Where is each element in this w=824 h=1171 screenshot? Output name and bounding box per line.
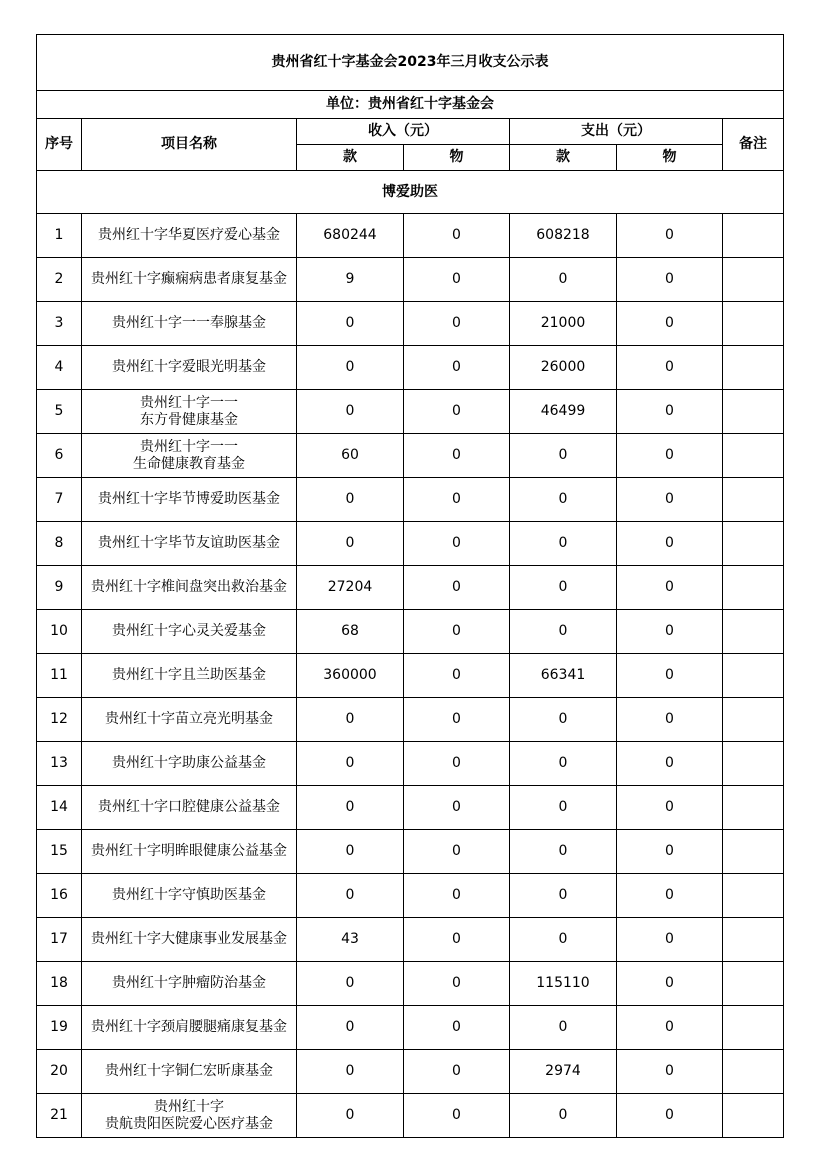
cell-income-goods: 0 xyxy=(404,918,510,962)
header-project-name: 项目名称 xyxy=(82,119,297,171)
cell-expense-goods: 0 xyxy=(617,522,723,566)
table-row xyxy=(37,258,784,302)
cell-expense-cash: 2974 xyxy=(510,1050,617,1094)
cell-note xyxy=(723,214,784,258)
cell-note xyxy=(723,302,784,346)
cell-expense-cash: 0 xyxy=(510,566,617,610)
unit-label: 单位：贵州省红十字基金会 xyxy=(37,91,784,119)
header-expense: 支出（元） xyxy=(510,119,723,145)
table-row xyxy=(37,390,784,434)
cell-income-goods: 0 xyxy=(404,1094,510,1138)
cell-expense-goods: 0 xyxy=(617,918,723,962)
cell-expense-goods: 0 xyxy=(617,214,723,258)
cell-income-cash: 0 xyxy=(297,390,404,434)
cell-expense-goods: 0 xyxy=(617,874,723,918)
cell-project-name: 贵州红十字肿瘤防治基金 xyxy=(82,962,297,1006)
cell-project-name: 贵州红十字一一 生命健康教育基金 xyxy=(82,434,297,478)
cell-seq: 21 xyxy=(37,1094,82,1138)
cell-seq: 12 xyxy=(37,698,82,742)
cell-expense-cash: 0 xyxy=(510,786,617,830)
cell-expense-goods: 0 xyxy=(617,698,723,742)
page-title: 贵州省红十字基金会2023年三月收支公示表 xyxy=(37,35,784,91)
cell-note xyxy=(723,874,784,918)
header-note: 备注 xyxy=(723,119,784,171)
cell-expense-goods: 0 xyxy=(617,786,723,830)
cell-project-name: 贵州红十字爱眼光明基金 xyxy=(82,346,297,390)
cell-expense-cash: 0 xyxy=(510,478,617,522)
table-row xyxy=(37,566,784,610)
cell-seq: 11 xyxy=(37,654,82,698)
cell-income-cash: 0 xyxy=(297,742,404,786)
cell-project-name: 贵州红十字一一奉腺基金 xyxy=(82,302,297,346)
table-row xyxy=(37,698,784,742)
cell-project-name: 贵州红十字一一 东方骨健康基金 xyxy=(82,390,297,434)
cell-note xyxy=(723,434,784,478)
section-title: 博爱助医 xyxy=(37,171,784,214)
cell-expense-cash: 0 xyxy=(510,258,617,302)
cell-income-goods: 0 xyxy=(404,610,510,654)
cell-project-name: 贵州红十字椎间盘突出救治基金 xyxy=(82,566,297,610)
table-row xyxy=(37,830,784,874)
cell-project-name: 贵州红十字助康公益基金 xyxy=(82,742,297,786)
cell-expense-goods: 0 xyxy=(617,390,723,434)
cell-seq: 15 xyxy=(37,830,82,874)
cell-expense-goods: 0 xyxy=(617,478,723,522)
cell-income-goods: 0 xyxy=(404,522,510,566)
cell-note xyxy=(723,830,784,874)
cell-expense-cash: 26000 xyxy=(510,346,617,390)
cell-seq: 3 xyxy=(37,302,82,346)
cell-expense-goods: 0 xyxy=(617,830,723,874)
cell-seq: 4 xyxy=(37,346,82,390)
cell-income-goods: 0 xyxy=(404,214,510,258)
cell-expense-cash: 608218 xyxy=(510,214,617,258)
cell-note xyxy=(723,742,784,786)
cell-income-cash: 0 xyxy=(297,830,404,874)
header-income-cash: 款 xyxy=(297,145,404,171)
cell-project-name: 贵州红十字 贵航贵阳医院爱心医疗基金 xyxy=(82,1094,297,1138)
cell-income-cash: 0 xyxy=(297,302,404,346)
table-row xyxy=(37,478,784,522)
cell-income-goods: 0 xyxy=(404,874,510,918)
table-row xyxy=(37,214,784,258)
cell-note xyxy=(723,522,784,566)
cell-note xyxy=(723,1006,784,1050)
cell-note xyxy=(723,1094,784,1138)
cell-expense-cash: 0 xyxy=(510,698,617,742)
table-row xyxy=(37,346,784,390)
cell-income-goods: 0 xyxy=(404,830,510,874)
cell-project-name: 贵州红十字华夏医疗爱心基金 xyxy=(82,214,297,258)
cell-project-name: 贵州红十字大健康事业发展基金 xyxy=(82,918,297,962)
cell-expense-goods: 0 xyxy=(617,434,723,478)
cell-income-cash: 0 xyxy=(297,522,404,566)
table-row xyxy=(37,654,784,698)
cell-income-goods: 0 xyxy=(404,478,510,522)
cell-note xyxy=(723,610,784,654)
cell-project-name: 贵州红十字癫痫病患者康复基金 xyxy=(82,258,297,302)
cell-income-cash: 27204 xyxy=(297,566,404,610)
cell-expense-cash: 0 xyxy=(510,522,617,566)
cell-note xyxy=(723,346,784,390)
cell-seq: 8 xyxy=(37,522,82,566)
header-income: 收入（元） xyxy=(297,119,510,145)
cell-note xyxy=(723,258,784,302)
cell-income-goods: 0 xyxy=(404,566,510,610)
cell-expense-cash: 0 xyxy=(510,1094,617,1138)
cell-income-goods: 0 xyxy=(404,698,510,742)
cell-income-goods: 0 xyxy=(404,390,510,434)
cell-income-cash: 0 xyxy=(297,962,404,1006)
header-income-goods: 物 xyxy=(404,145,510,171)
cell-seq: 9 xyxy=(37,566,82,610)
cell-note xyxy=(723,390,784,434)
table-row xyxy=(37,1006,784,1050)
cell-expense-goods: 0 xyxy=(617,1006,723,1050)
cell-seq: 18 xyxy=(37,962,82,1006)
cell-project-name: 贵州红十字明眸眼健康公益基金 xyxy=(82,830,297,874)
disclosure-table xyxy=(36,34,784,1138)
cell-expense-cash: 0 xyxy=(510,610,617,654)
cell-income-cash: 9 xyxy=(297,258,404,302)
cell-project-name: 贵州红十字苗立亮光明基金 xyxy=(82,698,297,742)
cell-project-name: 贵州红十字颈肩腰腿痛康复基金 xyxy=(82,1006,297,1050)
cell-note xyxy=(723,654,784,698)
cell-project-name: 贵州红十字守慎助医基金 xyxy=(82,874,297,918)
cell-seq: 2 xyxy=(37,258,82,302)
cell-project-name: 贵州红十字心灵关爱基金 xyxy=(82,610,297,654)
cell-expense-goods: 0 xyxy=(617,566,723,610)
cell-income-cash: 680244 xyxy=(297,214,404,258)
cell-project-name: 贵州红十字口腔健康公益基金 xyxy=(82,786,297,830)
cell-expense-goods: 0 xyxy=(617,302,723,346)
header-seq: 序号 xyxy=(37,119,82,171)
cell-income-goods: 0 xyxy=(404,1050,510,1094)
cell-seq: 16 xyxy=(37,874,82,918)
cell-income-goods: 0 xyxy=(404,258,510,302)
cell-expense-goods: 0 xyxy=(617,1094,723,1138)
cell-project-name: 贵州红十字毕节博爱助医基金 xyxy=(82,478,297,522)
cell-income-goods: 0 xyxy=(404,302,510,346)
cell-income-cash: 0 xyxy=(297,874,404,918)
cell-expense-cash: 66341 xyxy=(510,654,617,698)
table-row xyxy=(37,962,784,1006)
cell-expense-cash: 0 xyxy=(510,1006,617,1050)
cell-project-name: 贵州红十字且兰助医基金 xyxy=(82,654,297,698)
cell-seq: 5 xyxy=(37,390,82,434)
table-row xyxy=(37,918,784,962)
cell-expense-cash: 0 xyxy=(510,742,617,786)
cell-seq: 1 xyxy=(37,214,82,258)
cell-income-cash: 68 xyxy=(297,610,404,654)
cell-income-goods: 0 xyxy=(404,434,510,478)
cell-seq: 6 xyxy=(37,434,82,478)
cell-seq: 10 xyxy=(37,610,82,654)
cell-income-goods: 0 xyxy=(404,1006,510,1050)
cell-expense-cash: 0 xyxy=(510,874,617,918)
table-row xyxy=(37,786,784,830)
cell-seq: 7 xyxy=(37,478,82,522)
cell-note xyxy=(723,566,784,610)
cell-seq: 17 xyxy=(37,918,82,962)
cell-seq: 13 xyxy=(37,742,82,786)
cell-expense-cash: 46499 xyxy=(510,390,617,434)
cell-note xyxy=(723,698,784,742)
header-expense-goods: 物 xyxy=(617,145,723,171)
cell-income-cash: 0 xyxy=(297,786,404,830)
cell-income-goods: 0 xyxy=(404,962,510,1006)
cell-income-goods: 0 xyxy=(404,742,510,786)
cell-seq: 14 xyxy=(37,786,82,830)
cell-income-cash: 43 xyxy=(297,918,404,962)
cell-expense-cash: 0 xyxy=(510,434,617,478)
cell-expense-cash: 21000 xyxy=(510,302,617,346)
cell-income-goods: 0 xyxy=(404,346,510,390)
cell-income-cash: 0 xyxy=(297,478,404,522)
table-row xyxy=(37,522,784,566)
cell-income-cash: 60 xyxy=(297,434,404,478)
cell-seq: 19 xyxy=(37,1006,82,1050)
cell-income-cash: 0 xyxy=(297,1050,404,1094)
cell-project-name: 贵州红十字铜仁宏昕康基金 xyxy=(82,1050,297,1094)
cell-note xyxy=(723,1050,784,1094)
cell-expense-cash: 115110 xyxy=(510,962,617,1006)
table-row xyxy=(37,434,784,478)
cell-expense-goods: 0 xyxy=(617,654,723,698)
cell-note xyxy=(723,918,784,962)
table-row xyxy=(37,874,784,918)
cell-income-cash: 0 xyxy=(297,1094,404,1138)
table-row xyxy=(37,610,784,654)
cell-expense-goods: 0 xyxy=(617,962,723,1006)
cell-income-goods: 0 xyxy=(404,786,510,830)
cell-expense-goods: 0 xyxy=(617,346,723,390)
cell-expense-goods: 0 xyxy=(617,610,723,654)
cell-note xyxy=(723,786,784,830)
cell-expense-cash: 0 xyxy=(510,918,617,962)
cell-expense-goods: 0 xyxy=(617,258,723,302)
cell-expense-goods: 0 xyxy=(617,742,723,786)
cell-note xyxy=(723,478,784,522)
cell-expense-goods: 0 xyxy=(617,1050,723,1094)
cell-seq: 20 xyxy=(37,1050,82,1094)
cell-income-goods: 0 xyxy=(404,654,510,698)
header-expense-cash: 款 xyxy=(510,145,617,171)
table-row xyxy=(37,1050,784,1094)
cell-income-cash: 0 xyxy=(297,698,404,742)
cell-project-name: 贵州红十字毕节友谊助医基金 xyxy=(82,522,297,566)
cell-expense-cash: 0 xyxy=(510,830,617,874)
cell-income-cash: 0 xyxy=(297,1006,404,1050)
cell-income-cash: 0 xyxy=(297,346,404,390)
cell-note xyxy=(723,962,784,1006)
table-row xyxy=(37,302,784,346)
cell-income-cash: 360000 xyxy=(297,654,404,698)
table-row xyxy=(37,742,784,786)
table-row xyxy=(37,1094,784,1138)
